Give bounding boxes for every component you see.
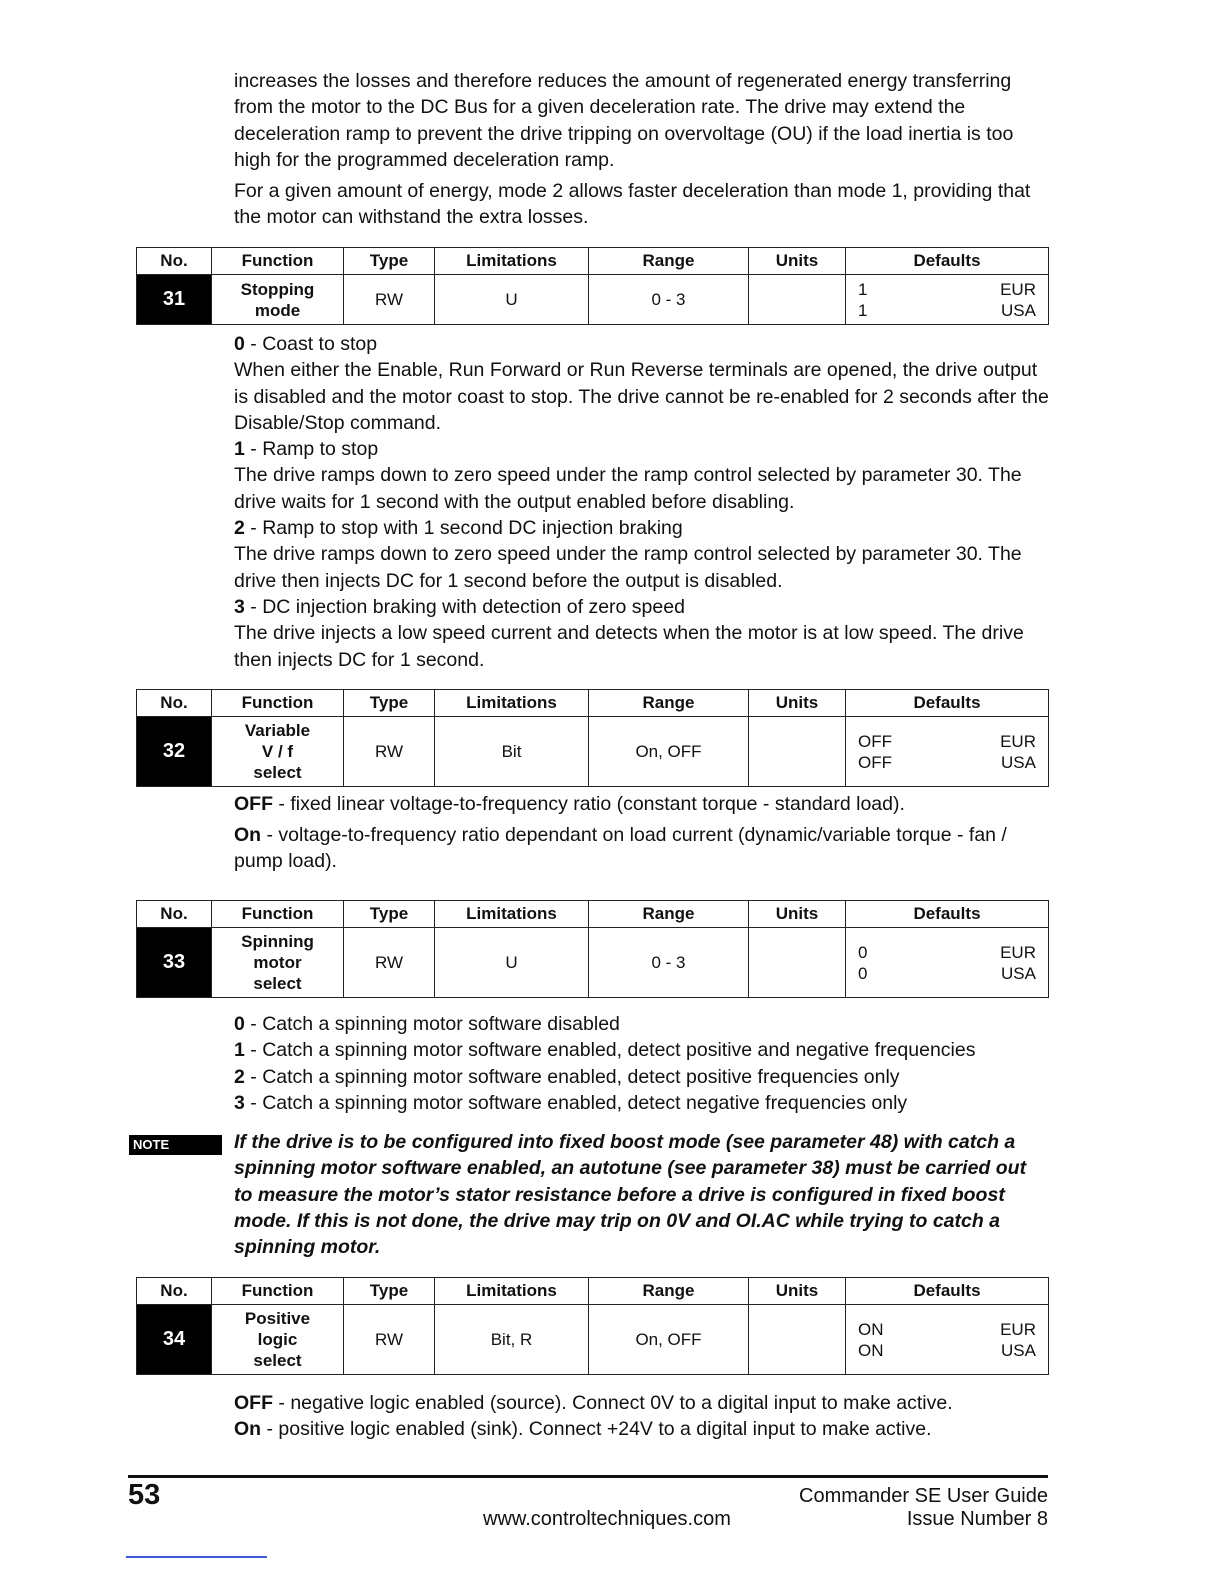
param-function xyxy=(212,1305,344,1375)
mode-2-body: The drive ramps down to zero speed under the ramp control selected by parameter 30. The drive then injects DC for 1 second before the output is disabled. xyxy=(234,543,1022,592)
guide-title: Commander SE User Guide xyxy=(799,1485,1048,1507)
param-32-on-description: On - voltage-to-frequency ratio dependant on load current (dynamic/variable torque - fan / pump load). xyxy=(234,824,1007,873)
list-item: 2 - Catch a spinning motor software enabled, detect positive frequencies only xyxy=(234,1065,900,1088)
default-region: USA xyxy=(1001,752,1036,772)
table-row xyxy=(137,1305,1049,1375)
mode-3-title: 3 - DC injection braking with detection of zero speed xyxy=(234,595,685,618)
param-range: 0 - 3 xyxy=(589,928,749,998)
param-number: 31 xyxy=(137,275,212,325)
link-underline xyxy=(126,1556,267,1558)
header-range: Range xyxy=(589,901,749,928)
header-type: Type xyxy=(344,1278,435,1305)
mode-0-title: 0 - Coast to stop xyxy=(234,333,378,355)
param-32-off-description: OFF - fixed linear voltage-to-frequency ratio (constant torque - standard load). xyxy=(234,793,905,815)
note-text: If the drive is to be configured into fixed boost mode (see parameter 48) with catch a spinning motor software enabled, an autotune (see parameter 38) must be carried out to measure the motor’s stator resistance before a drive is configured in fixed boost mode. If this is not done, the drive may trip on 0V and OI.AC while trying to catch a spinning motor. xyxy=(234,1131,1027,1259)
param-defaults xyxy=(846,717,1049,787)
param-range: On, OFF xyxy=(589,1305,749,1375)
param-type: RW xyxy=(344,928,435,998)
list-item: OFF - negative logic enabled (source). Connect 0V to a digital input to make active. xyxy=(234,1392,953,1414)
param-31-table xyxy=(136,247,1049,325)
header-range: Range xyxy=(589,1278,749,1305)
param-type: RW xyxy=(344,717,435,787)
param-number: 32 xyxy=(137,717,212,787)
default-value: ON xyxy=(858,1319,884,1339)
table-header-row xyxy=(137,690,1049,717)
param-limitations: U xyxy=(435,275,589,325)
param-34-description xyxy=(234,1390,1049,1443)
default-region: EUR xyxy=(1000,279,1036,299)
function-line: Stopping xyxy=(240,279,315,299)
param-type: RW xyxy=(344,1305,435,1375)
default-value: 1 xyxy=(858,279,868,299)
list-item: On - positive logic enabled (sink). Connect +24V to a digital input to make active. xyxy=(234,1418,932,1441)
table-row xyxy=(137,275,1049,325)
function-line: select xyxy=(253,1351,302,1370)
function-line: logic xyxy=(257,1330,298,1349)
header-units: Units xyxy=(749,248,846,275)
header-function: Function xyxy=(212,690,344,717)
header-range: Range xyxy=(589,248,749,275)
param-defaults xyxy=(846,1305,1049,1375)
param-32-table xyxy=(136,689,1049,787)
param-limitations: Bit xyxy=(435,717,589,787)
param-type: RW xyxy=(344,275,435,325)
default-region: EUR xyxy=(1000,731,1036,751)
header-function: Function xyxy=(212,901,344,928)
header-function: Function xyxy=(212,1278,344,1305)
param-33-description xyxy=(234,1011,1049,1116)
param-34-table xyxy=(136,1277,1049,1375)
param-function xyxy=(212,275,344,325)
param-range: 0 - 3 xyxy=(589,275,749,325)
header-defaults: Defaults xyxy=(846,901,1049,928)
function-line: V / f xyxy=(261,742,294,761)
header-range: Range xyxy=(589,690,749,717)
param-function xyxy=(212,717,344,787)
header-defaults: Defaults xyxy=(846,690,1049,717)
header-units: Units xyxy=(749,690,846,717)
function-line: motor xyxy=(253,953,302,972)
default-value: 0 xyxy=(858,963,868,983)
param-33-table xyxy=(136,900,1049,998)
header-defaults: Defaults xyxy=(846,248,1049,275)
header-no: No. xyxy=(137,1278,212,1305)
default-value: 0 xyxy=(858,942,868,962)
table-row xyxy=(137,928,1049,998)
param-limitations: U xyxy=(435,928,589,998)
header-type: Type xyxy=(344,901,435,928)
website-link[interactable]: www.controltechniques.com xyxy=(483,1508,731,1530)
param-units xyxy=(749,717,846,787)
intro-paragraph: increases the losses and therefore reduces the amount of regenerated energy transferring from the motor to the DC Bus for a given deceleration rate. The drive may extend the deceleration ramp to prevent the drive tripping on overvoltage (OU) if the load inertia is too high for the programmed deceleration ramp. xyxy=(234,70,1014,171)
list-item: 0 - Catch a spinning motor software disabled xyxy=(234,1013,620,1035)
function-line: select xyxy=(253,763,302,782)
mode-1-body: The drive ramps down to zero speed under the ramp control selected by parameter 30. The drive waits for 1 second with the output enabled before disabling. xyxy=(234,464,1022,513)
table-header-row xyxy=(137,248,1049,275)
function-line: Variable xyxy=(244,721,311,740)
header-limitations: Limitations xyxy=(435,690,589,717)
mode-3-body: The drive injects a low speed current and detects when the motor is at low speed. The drive then injects DC for 1 second. xyxy=(234,622,1024,671)
header-no: No. xyxy=(137,690,212,717)
default-value: OFF xyxy=(858,752,892,772)
issue-number: Issue Number 8 xyxy=(906,1508,1048,1530)
header-limitations: Limitations xyxy=(435,1278,589,1305)
mode-1-title: 1 - Ramp to stop xyxy=(234,438,379,461)
param-defaults xyxy=(846,928,1049,998)
param-number: 33 xyxy=(137,928,212,998)
header-no: No. xyxy=(137,901,212,928)
table-header-row xyxy=(137,1278,1049,1305)
default-region: USA xyxy=(1001,300,1036,320)
table-row xyxy=(137,717,1049,787)
header-limitations: Limitations xyxy=(435,901,589,928)
function-line: mode xyxy=(254,300,301,320)
param-number: 34 xyxy=(137,1305,212,1375)
mode-0-body: When either the Enable, Run Forward or Run Reverse terminals are opened, the drive output is disabled and the motor coast to stop. The drive cannot be re-enabled for 2 seconds after the Disable/Stop command. xyxy=(234,359,1049,434)
page-number: 53 xyxy=(128,1479,161,1511)
header-function: Function xyxy=(212,248,344,275)
param-units xyxy=(749,275,846,325)
default-region: EUR xyxy=(1000,942,1036,962)
table-header-row xyxy=(137,901,1049,928)
list-item: 1 - Catch a spinning motor software enabled, detect positive and negative frequencies xyxy=(234,1039,976,1062)
param-units xyxy=(749,928,846,998)
param-defaults xyxy=(846,275,1049,325)
mode-2-title: 2 - Ramp to stop with 1 second DC injection braking xyxy=(234,517,683,540)
header-units: Units xyxy=(749,901,846,928)
function-line: Positive xyxy=(244,1309,311,1328)
footer-divider xyxy=(128,1475,1048,1478)
default-region: EUR xyxy=(1000,1319,1036,1339)
function-line: select xyxy=(253,974,302,993)
list-item: 3 - Catch a spinning motor software enabled, detect negative frequencies only xyxy=(234,1091,908,1114)
header-defaults: Defaults xyxy=(846,1278,1049,1305)
param-31-description xyxy=(234,331,1049,673)
note-badge: NOTE xyxy=(129,1135,222,1155)
default-value: 1 xyxy=(858,300,868,320)
default-value: ON xyxy=(858,1340,884,1360)
header-type: Type xyxy=(344,690,435,717)
param-limitations: Bit, R xyxy=(435,1305,589,1375)
param-function xyxy=(212,928,344,998)
default-region: USA xyxy=(1001,963,1036,983)
header-type: Type xyxy=(344,248,435,275)
param-units xyxy=(749,1305,846,1375)
param-range: On, OFF xyxy=(589,717,749,787)
function-line: Spinning xyxy=(241,932,314,951)
default-value: OFF xyxy=(858,731,892,751)
intro-paragraph-2: For a given amount of energy, mode 2 allows faster deceleration than mode 1, providing that the motor can withstand the extra losses. xyxy=(234,180,1031,229)
header-units: Units xyxy=(749,1278,846,1305)
header-no: No. xyxy=(137,248,212,275)
default-region: USA xyxy=(1001,1340,1036,1360)
header-limitations: Limitations xyxy=(435,248,589,275)
